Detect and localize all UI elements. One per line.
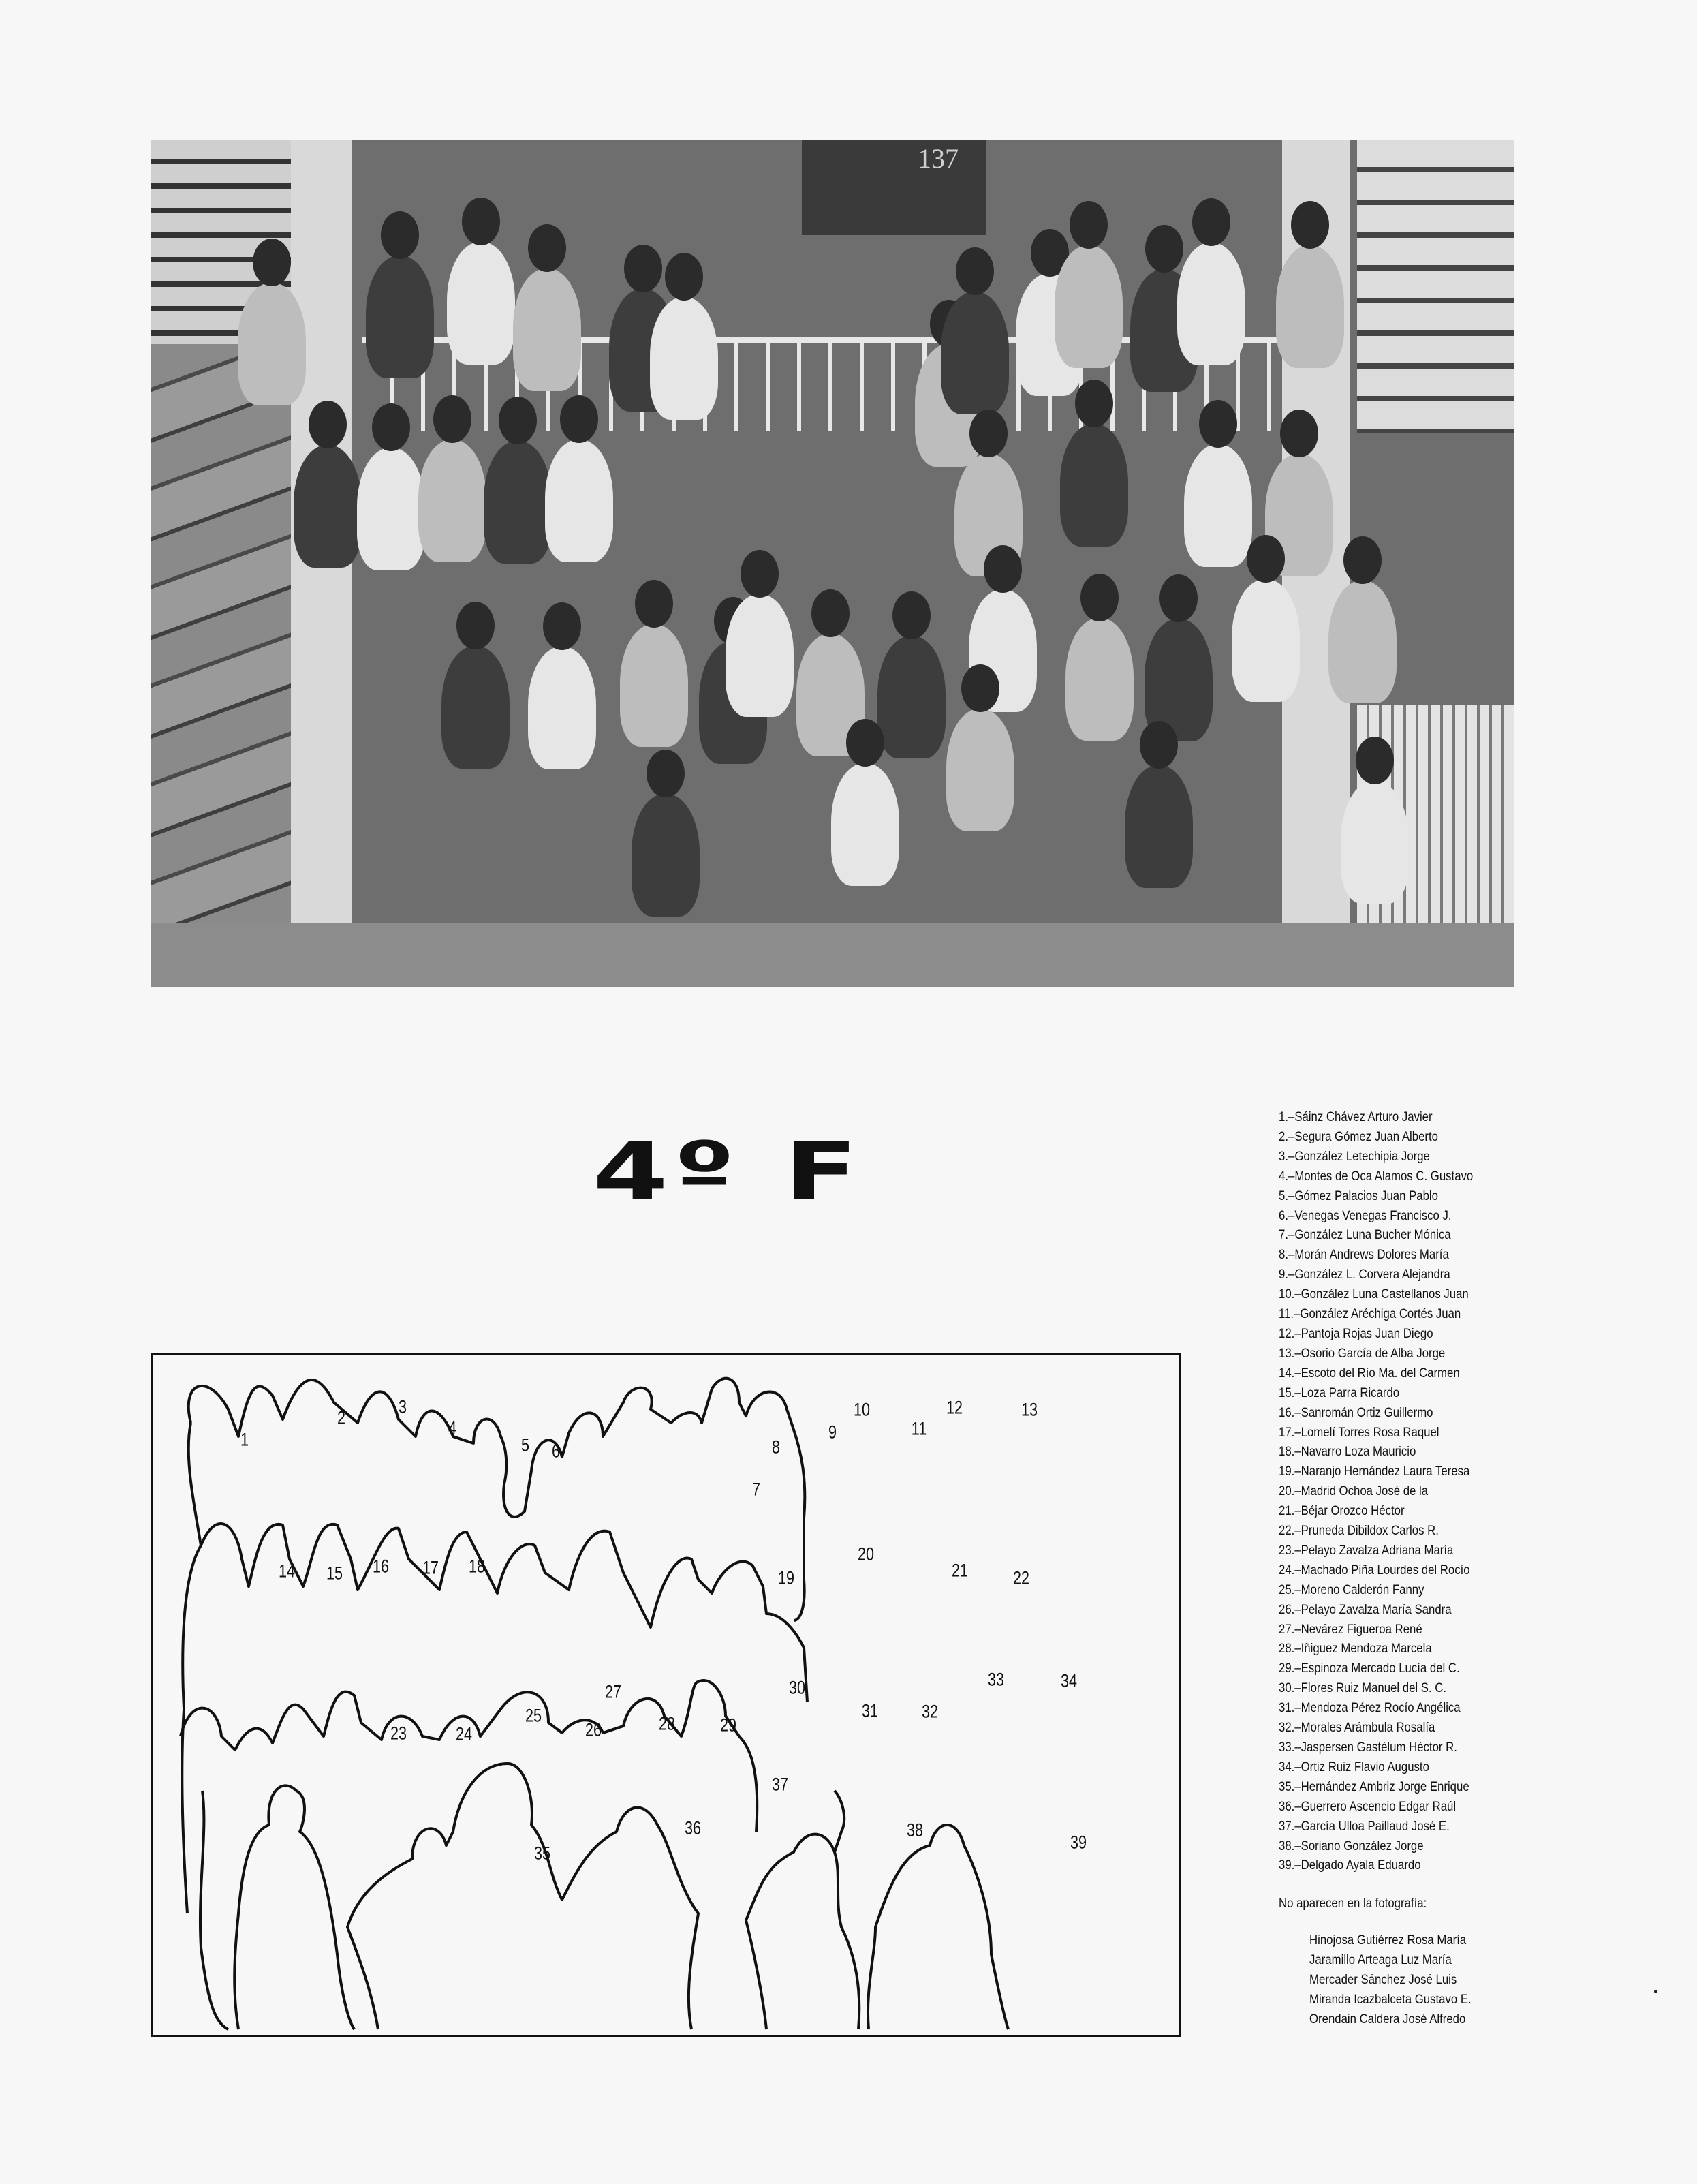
roster-item: 24.–Machado Piña Lourdes del Rocío <box>1279 1562 1470 1578</box>
photo-person-head <box>665 253 703 301</box>
stray-mark <box>1654 1990 1657 1993</box>
roster-list <box>1279 1107 1473 1875</box>
key-number-label: 14 <box>278 1560 296 1582</box>
photo-person <box>650 297 718 420</box>
roster-item: 29.–Espinoza Mercado Lucía del C. <box>1279 1661 1460 1676</box>
key-number-label: 35 <box>533 1843 551 1864</box>
photo-person <box>726 594 794 717</box>
photo-person-head <box>1192 198 1230 246</box>
key-number-label: 8 <box>771 1436 781 1458</box>
key-number-label: 16 <box>372 1556 390 1577</box>
roster-item: 30.–Flores Ruiz Manuel del S. C. <box>1279 1680 1447 1696</box>
roster-item: 5.–Gómez Palacios Juan Pablo <box>1279 1188 1438 1203</box>
photo-person <box>831 763 899 886</box>
photo-person <box>366 256 434 378</box>
photo-person <box>1055 245 1123 368</box>
roster-item: 27.–Nevárez Figueroa René <box>1279 1621 1422 1637</box>
roster-item: 31.–Mendoza Pérez Rocío Angélica <box>1279 1700 1461 1716</box>
photo-person-head <box>1280 410 1318 457</box>
photo-person-head <box>381 211 419 259</box>
roster-item: 8.–Morán Andrews Dolores María <box>1279 1247 1449 1263</box>
roster-item: 14.–Escoto del Río Ma. del Carmen <box>1279 1365 1460 1381</box>
key-number-label: 9 <box>828 1421 837 1443</box>
photo-person <box>941 292 1009 414</box>
photo-person <box>620 624 688 747</box>
roster-item: 36.–Guerrero Ascencio Edgar Raúl <box>1279 1798 1457 1814</box>
silhouette-outlines <box>153 1355 1183 2040</box>
key-number-label: 27 <box>604 1681 622 1702</box>
roster-item: 23.–Pelayo Zavalza Adriana María <box>1279 1542 1454 1558</box>
roster-item: 21.–Béjar Orozco Héctor <box>1279 1503 1405 1519</box>
key-number-label: 15 <box>326 1563 343 1584</box>
key-number-label: 19 <box>777 1567 795 1588</box>
photo-person-head <box>1199 400 1237 448</box>
key-number-label: 17 <box>422 1557 439 1578</box>
photo-person <box>447 242 515 365</box>
photo-person-head <box>1075 380 1113 427</box>
absent-heading: No aparecen en la fotografía: <box>1279 1896 1427 1911</box>
photo-person-head <box>1247 535 1285 583</box>
photo-window-right <box>1357 140 1514 433</box>
key-number-label: 36 <box>684 1817 702 1839</box>
absent-item: Mercader Sánchez José Luis <box>1309 1971 1457 1987</box>
photo-person <box>441 646 510 769</box>
photo-person-head <box>811 589 850 637</box>
roster-item: 11.–González Aréchiga Cortés Juan <box>1279 1306 1461 1322</box>
key-number-label: 31 <box>861 1700 879 1721</box>
key-number-label: 39 <box>1070 1832 1087 1853</box>
photo-person <box>484 441 552 564</box>
roster-item: 18.–Navarro Loza Mauricio <box>1279 1444 1416 1460</box>
key-number-label: 25 <box>525 1705 542 1726</box>
photo-person <box>357 448 425 570</box>
photo-person <box>946 709 1014 831</box>
roster-item: 32.–Morales Arámbula Rosalía <box>1279 1720 1435 1736</box>
room-number: 137 <box>918 143 959 174</box>
photo-person <box>1276 245 1344 368</box>
roster-item: 38.–Soriano González Jorge <box>1279 1838 1424 1854</box>
photo-person <box>528 647 596 769</box>
roster-item: 1.–Sáinz Chávez Arturo Javier <box>1279 1109 1433 1124</box>
photo-person-head <box>647 750 685 797</box>
photo-person-head <box>543 602 581 650</box>
photo-person <box>418 440 486 562</box>
absent-item: Miranda Icazbalceta Gustavo E. <box>1309 1991 1472 2007</box>
photo-person-head <box>892 591 931 639</box>
roster-item: 16.–Sanromán Ortiz Guillermo <box>1279 1404 1433 1420</box>
photo-ground <box>151 923 1514 987</box>
class-photo <box>151 140 1514 987</box>
roster-item: 22.–Pruneda Dibildox Carlos R. <box>1279 1523 1439 1539</box>
key-number-label: 4 <box>448 1417 457 1439</box>
roster-item: 39.–Delgado Ayala Eduardo <box>1279 1858 1421 1873</box>
photo-person-head <box>1070 201 1108 249</box>
photo-person <box>545 440 613 562</box>
photo-stone-wall <box>151 344 294 987</box>
roster-item: 12.–Pantoja Rojas Juan Diego <box>1279 1325 1433 1341</box>
roster-item: 33.–Jaspersen Gastélum Héctor R. <box>1279 1740 1457 1755</box>
roster-item: 28.–Iñiguez Mendoza Marcela <box>1279 1641 1432 1657</box>
roster-item: 25.–Moreno Calderón Fanny <box>1279 1582 1424 1597</box>
photo-person-head <box>253 239 291 286</box>
photo-person-head <box>846 719 884 767</box>
key-number-label: 26 <box>585 1719 602 1740</box>
photo-person-head <box>1291 201 1329 249</box>
absent-item: Orendain Caldera José Alfredo <box>1309 2011 1466 2027</box>
photo-person-head <box>635 580 673 628</box>
photo-person <box>294 445 362 568</box>
roster-item: 35.–Hernández Ambriz Jorge Enrique <box>1279 1779 1469 1794</box>
key-number-label: 21 <box>951 1560 969 1581</box>
key-number-label: 28 <box>658 1713 676 1734</box>
roster-item: 2.–Segura Gómez Juan Alberto <box>1279 1128 1439 1144</box>
key-number-label: 37 <box>771 1774 789 1795</box>
photo-person-head <box>956 247 994 295</box>
photo-person-head <box>456 602 495 649</box>
roster-item: 4.–Montes de Oca Alamos C. Gustavo <box>1279 1168 1474 1184</box>
photo-person-head <box>433 395 471 443</box>
absent-item: Hinojosa Gutiérrez Rosa María <box>1309 1933 1467 1948</box>
roster-item: 6.–Venegas Venegas Francisco J. <box>1279 1208 1452 1223</box>
photo-person-head <box>499 397 537 444</box>
roster-item: 10.–González Luna Castellanos Juan <box>1279 1287 1469 1302</box>
key-number-label: 20 <box>857 1543 875 1565</box>
roster-item: 3.–González Letechipia Jorge <box>1279 1148 1430 1164</box>
key-number-label: 13 <box>1021 1399 1038 1420</box>
key-number-label: 10 <box>853 1399 871 1420</box>
photo-person <box>1060 424 1128 547</box>
key-number-label: 6 <box>551 1441 561 1462</box>
photo-person-head <box>741 550 779 598</box>
key-number-label: 34 <box>1060 1670 1078 1691</box>
key-number-label: 29 <box>719 1714 737 1736</box>
key-number-label: 24 <box>455 1723 473 1744</box>
key-number-label: 33 <box>987 1669 1005 1690</box>
photo-key-diagram <box>151 1353 1181 2037</box>
photo-person <box>1184 444 1252 567</box>
key-number-label: 1 <box>240 1429 249 1450</box>
photo-person <box>1328 581 1397 703</box>
roster-item: 7.–González Luna Bucher Mónica <box>1279 1227 1451 1243</box>
roster-item: 37.–García Ulloa Paillaud José E. <box>1279 1818 1450 1834</box>
photo-person <box>1125 765 1193 888</box>
photo-person-head <box>961 664 999 712</box>
photo-person-head <box>560 395 598 443</box>
photo-person <box>1065 618 1134 741</box>
roster-item: 19.–Naranjo Hernández Laura Teresa <box>1279 1464 1470 1479</box>
photo-person-head <box>969 410 1008 457</box>
key-number-label: 23 <box>390 1723 407 1744</box>
roster-item: 9.–González L. Corvera Alejandra <box>1279 1267 1450 1282</box>
photo-person-head <box>462 198 500 245</box>
class-title: 4º F <box>593 1124 864 1218</box>
photo-person-head <box>1080 574 1119 621</box>
key-number-label: 11 <box>911 1418 927 1439</box>
key-number-label: 22 <box>1012 1567 1030 1588</box>
photo-person <box>877 636 946 758</box>
roster-item: 20.–Madrid Ochoa José de la <box>1279 1483 1429 1499</box>
absent-list <box>1309 1931 1472 2029</box>
key-number-label: 32 <box>921 1701 939 1722</box>
photo-person-head <box>1343 536 1382 584</box>
photo-person-head <box>1140 721 1178 769</box>
photo-person <box>1341 781 1409 904</box>
photo-person <box>238 283 306 405</box>
photo-person-head <box>1356 737 1394 784</box>
key-number-label: 7 <box>751 1479 761 1500</box>
roster-item: 34.–Ortiz Ruiz Flavio Augusto <box>1279 1759 1429 1774</box>
photo-person <box>1232 579 1300 702</box>
photo-person <box>513 268 581 391</box>
roster-item: 17.–Lomelí Torres Rosa Raquel <box>1279 1424 1439 1440</box>
key-number-label: 18 <box>468 1556 486 1577</box>
key-number-label: 2 <box>337 1407 346 1428</box>
key-number-label: 30 <box>788 1677 806 1698</box>
photo-person <box>632 794 700 917</box>
key-number-label: 38 <box>906 1819 924 1841</box>
photo-person-head <box>984 545 1022 593</box>
absent-item: Jaramillo Arteaga Luz María <box>1309 1952 1452 1967</box>
roster-item: 13.–Osorio García de Alba Jorge <box>1279 1345 1446 1361</box>
photo-person-head <box>372 403 410 451</box>
photo-person-head <box>528 224 566 272</box>
roster-item: 26.–Pelayo Zavalza María Sandra <box>1279 1601 1452 1617</box>
key-number-label: 5 <box>520 1434 530 1456</box>
photo-person-head <box>624 245 662 292</box>
photo-person <box>1177 243 1245 365</box>
photo-person-head <box>1159 574 1198 622</box>
roster-item: 15.–Loza Parra Ricardo <box>1279 1385 1400 1400</box>
key-number-label: 3 <box>398 1396 407 1417</box>
key-number-label: 12 <box>946 1397 963 1418</box>
photo-person-head <box>1145 225 1183 273</box>
